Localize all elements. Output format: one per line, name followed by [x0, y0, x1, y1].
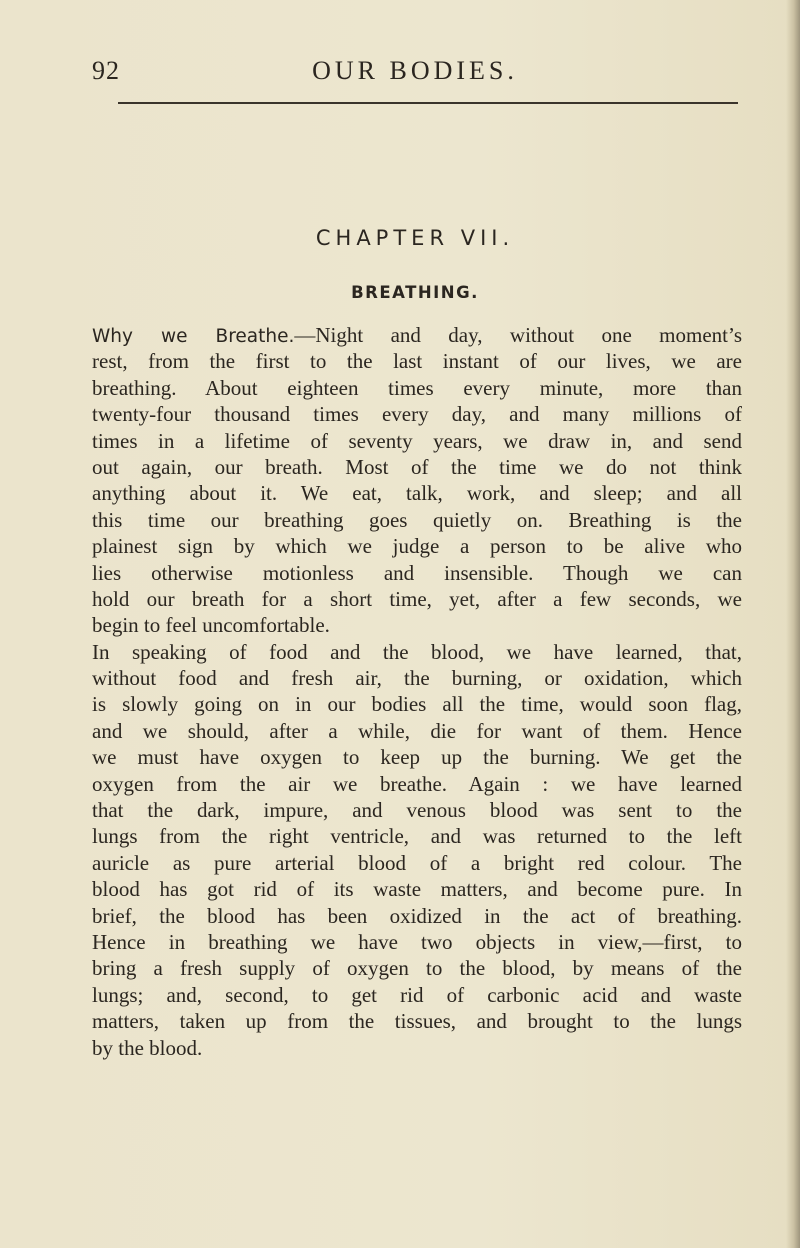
text-line: blood has got rid of its waste matters, and become pure. In	[92, 877, 742, 902]
paragraph-lead-in: Why we Breathe.	[92, 326, 295, 347]
text-line: oxygen from the air we breathe. Again : we have learned	[92, 771, 742, 796]
body-text	[92, 322, 742, 1061]
text-line-content: —Night and day, without one moment’s	[294, 323, 743, 347]
text-line: out again, our breath. Most of the time we do not think	[92, 454, 742, 479]
text-line: matters, taken up from the tissues, and brought to the lungs	[92, 1009, 742, 1034]
text-line: this time our breathing goes quietly on. Breathing is the	[92, 507, 742, 532]
text-line: breathing. About eighteen times every minute, more than	[92, 375, 742, 400]
chapter-title: CHAPTER VII.	[315, 226, 515, 250]
text-line: auricle as pure arterial blood of a bright red colour. The	[92, 850, 742, 875]
text-line: lungs from the right ventricle, and was returned to the left	[92, 824, 742, 849]
text-line: bring a fresh supply of oxygen to the blood, by means of the	[92, 956, 742, 981]
page-number: 92	[92, 56, 120, 85]
text-line: without food and fresh air, the burning, or oxidation, which	[92, 666, 742, 691]
text-line: plainest sign by which we judge a person to be alive who	[92, 534, 742, 559]
text-line: begin to feel uncomfortable.	[92, 613, 330, 638]
text-line: lungs; and, second, to get rid of carbonic acid and waste	[92, 982, 742, 1007]
text-line: brief, the blood has been oxidized in the act of breathing.	[92, 903, 742, 928]
text-line: by the blood.	[92, 1035, 203, 1060]
text-line: anything about it. We eat, talk, work, and sleep; and all	[92, 481, 742, 506]
section-title: BREATHING.	[351, 283, 479, 302]
text-line: twenty-four thousand times every day, and many millions of	[92, 402, 742, 427]
text-line: lies otherwise motionless and insensible. Though we can	[92, 560, 742, 585]
text-line: is slowly going on in our bodies all the time, would soon flag,	[92, 692, 742, 717]
text-line: Hence in breathing we have two objects in view,—first, to	[92, 929, 742, 954]
text-line: and we should, after a while, die for want of them. Hence	[92, 718, 742, 743]
text-line	[92, 322, 742, 348]
text-line: times in a lifetime of seventy years, we draw in, and send	[92, 428, 742, 453]
text-line: In speaking of food and the blood, we have learned, that,	[92, 639, 742, 664]
text-line: that the dark, impure, and venous blood was sent to the	[92, 798, 742, 823]
text-line: we must have oxygen to keep up the burning. We get the	[92, 745, 742, 770]
page-edge-shadow	[786, 0, 800, 1248]
text-line: hold our breath for a short time, yet, after a few seconds, we	[92, 586, 742, 611]
text-line: rest, from the first to the last instant of our lives, we are	[92, 349, 742, 374]
running-head: OUR BODIES.	[312, 56, 518, 85]
header-rule	[118, 102, 738, 104]
